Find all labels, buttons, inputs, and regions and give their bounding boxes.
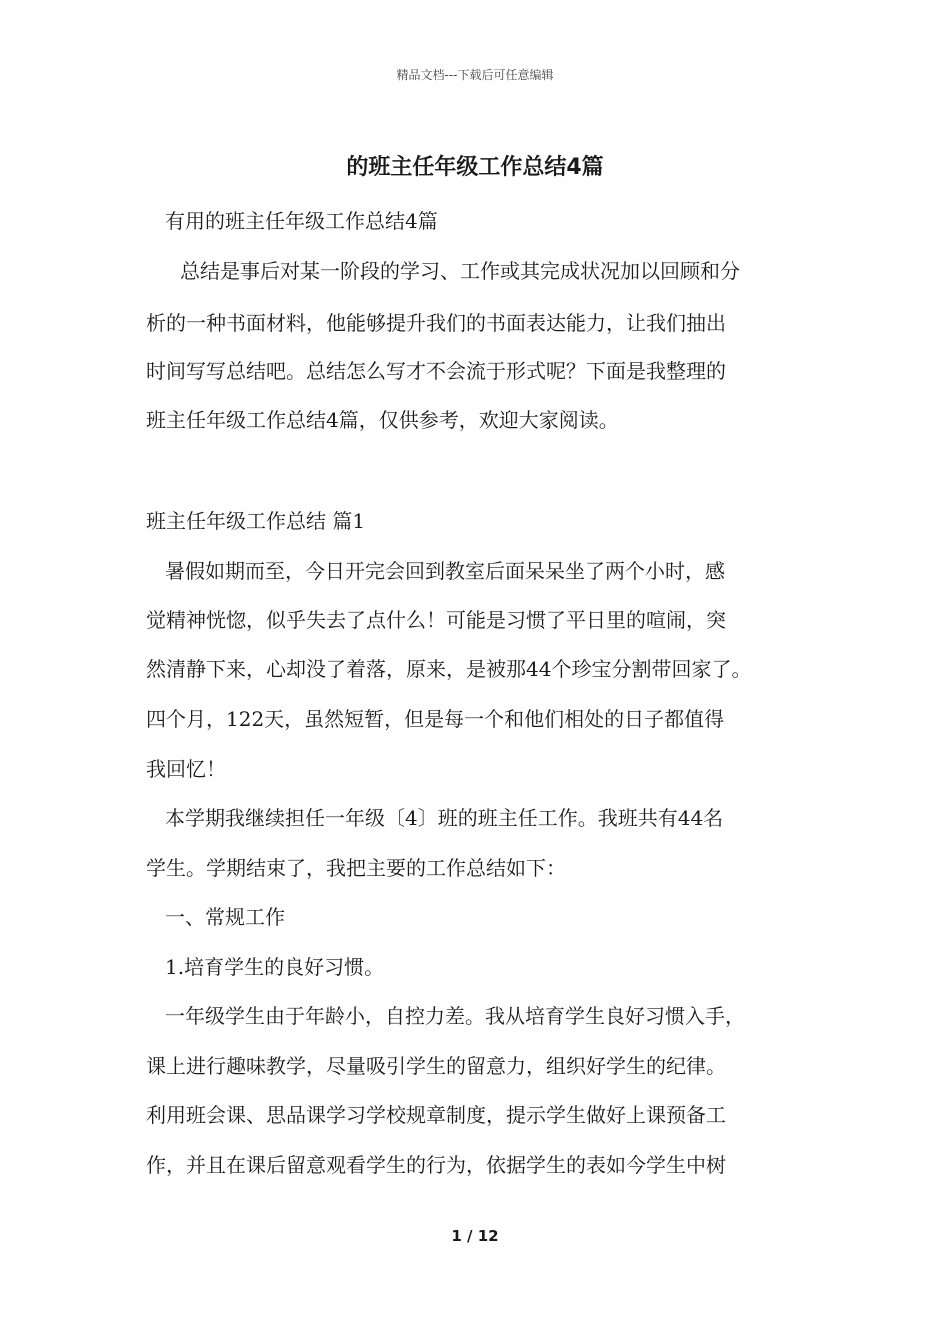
paragraph-line: 作，并且在课后留意观看学生的行为，依据学生的表如今学生中树 [146, 1153, 726, 1177]
paragraph-line: 觉精神恍惚，似乎失去了点什么！可能是习惯了平日里的喧闹，突 [146, 608, 726, 632]
paragraph-line: 班主任年级工作总结4篇，仅供参考，欢迎大家阅读。 [146, 408, 619, 432]
document-title: 的班主任年级工作总结4篇 [346, 155, 604, 180]
paragraph-line: 我回忆！ [146, 757, 226, 781]
paragraph-line: 学生。学期结束了，我把主要的工作总结如下： [146, 856, 566, 880]
paragraph-line: 时间写写总结吧。总结怎么写才不会流于形式呢？下面是我整理的 [146, 359, 726, 383]
paragraph-line: 课上进行趣味教学，尽量吸引学生的留意力，组织好学生的纪律。 [146, 1054, 726, 1078]
paragraph-line: 一年级学生由于年龄小，自控力差。我从培育学生良好习惯入手， [165, 1004, 745, 1028]
paragraph-line: 利用班会课、思品课学习学校规章制度，提示学生做好上课预备工 [146, 1103, 726, 1127]
page-number: 1 / 12 [451, 1227, 499, 1245]
subsection-heading: 1.培育学生的良好习惯。 [165, 955, 385, 979]
section-heading: 班主任年级工作总结 篇1 [146, 509, 366, 533]
paragraph-line: 四个月，122天，虽然短暂，但是每一个和他们相处的日子都值得 [146, 707, 725, 731]
header-note: 精品文档---下载后可任意编辑 [396, 68, 554, 82]
paragraph-line: 暑假如期而至，今日开完会回到教室后面呆呆坐了两个小时，感 [165, 559, 725, 583]
paragraph-line: 析的一种书面材料，他能够提升我们的书面表达能力，让我们抽出 [146, 311, 726, 335]
subsection-heading: 一、常规工作 [165, 905, 285, 929]
paragraph-line: 总结是事后对某一阶段的学习、工作或其完成状况加以回顾和分 [180, 259, 740, 283]
paragraph-line: 然清静下来，心却没了着落，原来，是被那44个珍宝分割带回家了。 [146, 657, 752, 681]
paragraph-line: 本学期我继续担任一年级〔4〕班的班主任工作。我班共有44名 [165, 806, 724, 830]
subtitle-line: 有用的班主任年级工作总结4篇 [165, 209, 438, 233]
